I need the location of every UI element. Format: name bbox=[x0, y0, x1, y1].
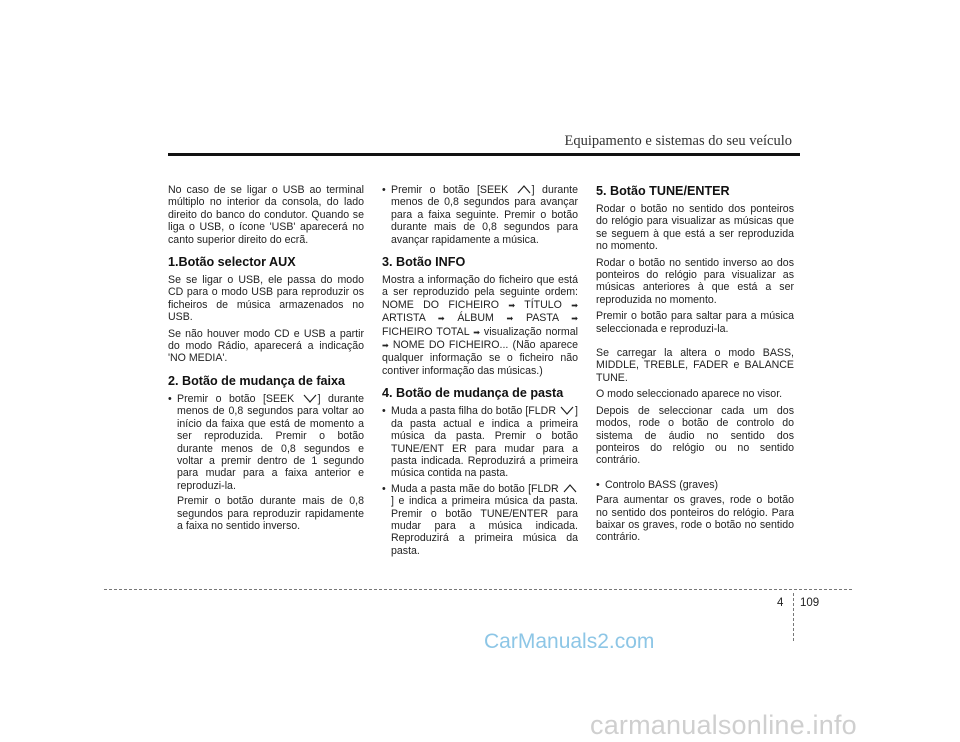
bullet-icon: • bbox=[596, 478, 600, 491]
page-divider bbox=[793, 593, 794, 641]
arrow-right-icon: ➡ bbox=[506, 314, 514, 324]
list-item-text: Muda a pasta mãe do botão [FLDR ] e indica a primeira música da pasta. Premir o botão TUNE/ENTER para mudar para a música indicada. Reproduzirá a primeira música da pasta. bbox=[391, 482, 578, 557]
list-item bbox=[382, 483, 578, 557]
list-item bbox=[596, 479, 794, 491]
tune-paragraph-1: Rodar o botão no sentido dos ponteiros do relógio para visualizar as músicas que se seguem à que está a ser reproduzida no momento. bbox=[596, 203, 794, 253]
list-item bbox=[168, 393, 364, 492]
chapter-number: 4 bbox=[777, 597, 784, 609]
watermark-site: carmanualsonline.info bbox=[590, 710, 857, 740]
list-item-text: Premir o botão [SEEK ] durante menos de 0,8 segundos para voltar ao início da faixa que está de momento a ser reproduzida. Premir o botão durante menos de 0,8 segundos e voltar a premir dentro de 1 segundo para mudar para a faixa anterior e reproduzi-la. bbox=[177, 392, 364, 492]
tune-paragraph-6: Depois de seleccionar cada um dos modos, rode o botão de controlo do sistema de áudio no sentido dos ponteiros do relógio ou no sentido contrário. bbox=[596, 404, 794, 467]
intro-paragraph: No caso de se ligar o USB ao terminal múltiplo no interior da consola, do lado direito do banco do condutor. Quando se liga o USB, o ícone 'USB' aparecerá no canto superior direito do ecrã. bbox=[168, 184, 364, 246]
chevron-up-icon bbox=[517, 185, 531, 194]
list-item-text: Muda a pasta filha do botão [FLDR ] da pasta actual e indica a primeira música da pasta. Premir o botão TUNE/ENT ER para mudar para a pasta indicada. Reproduzirá a primeira música contida na pasta. bbox=[391, 405, 578, 480]
column-2 bbox=[382, 184, 578, 560]
list-item-continuation: Premir o botão durante mais de 0,8 segundos para reproduzir rapidamente a faixa no sentido inverso. bbox=[177, 495, 364, 532]
heading-folder-change: 4. Botão de mudança de pasta bbox=[382, 386, 564, 401]
heading-tune-enter: 5. Botão TUNE/ENTER bbox=[596, 184, 730, 198]
footer-rule bbox=[104, 589, 852, 590]
aux-paragraph-1: Se se ligar o USB, ele passa do modo CD para o modo USB para reproduzir os ficheiros de música armazenados no USB. bbox=[168, 274, 364, 324]
tune-paragraph-3: Premir o botão para saltar para a música seleccionada e reproduzi-la. bbox=[596, 310, 794, 335]
aux-paragraph-2: Se não houver modo CD e USB a partir do modo Rádio, aparecerá a indicação 'NO MEDIA'. bbox=[168, 327, 364, 365]
chevron-down-icon bbox=[560, 406, 574, 415]
list-item bbox=[382, 405, 578, 479]
bullet-icon: • bbox=[382, 405, 386, 418]
heading-track-change: 2. Botão de mudança de faixa bbox=[168, 373, 346, 388]
tune-paragraph-4: Se carregar la altera o modo BASS, MIDDLE, TREBLE, FADER e BALANCE TUNE. bbox=[596, 347, 794, 384]
heading-info-button: 3. Botão INFO bbox=[382, 255, 466, 270]
chevron-down-icon bbox=[303, 394, 317, 403]
bullet-icon: • bbox=[382, 184, 386, 196]
arrow-right-icon: ➡ bbox=[382, 341, 389, 351]
bullet-icon: • bbox=[168, 392, 172, 405]
column-3 bbox=[596, 184, 794, 548]
column-1 bbox=[168, 184, 364, 536]
tune-paragraph-2: Rodar o botão no sentido inverso ao dos ponteiros do relógio para visualizar as músicas anteriores à que está a ser reproduzida no momento. bbox=[596, 256, 794, 306]
bullet-icon: • bbox=[382, 482, 386, 495]
heading-aux-selector: 1.Botão selector AUX bbox=[168, 255, 296, 270]
info-paragraph: Mostra a informação do ficheiro que está a ser reproduzido pela seguinte ordem: NOME DO FICHEIRO ➡ TÍTULO ➡ ARTISTA ➡ ÁLBUM ➡ PASTA ➡ FICHEIRO TOTAL ➡ visualização normal ➡ NOME DO FICHEIRO... (Não aparece qualquer informação se o ficheiro não contiver informação das músicas.) bbox=[382, 274, 578, 377]
arrow-right-icon: ➡ bbox=[571, 314, 578, 324]
arrow-right-icon: ➡ bbox=[437, 314, 445, 324]
tune-paragraph-5: O modo seleccionado aparece no visor. bbox=[596, 388, 783, 401]
arrow-right-icon: ➡ bbox=[508, 300, 516, 310]
page-number: 109 bbox=[800, 597, 820, 609]
list-item-text: Premir o botão [SEEK ] durante menos de 0,8 segundos para avançar para a faixa seguinte. Premir o botão durante mais de 0,8 segundos para avançar rapidamente a música. bbox=[391, 184, 578, 246]
watermark-carmanuals: CarManuals2.com bbox=[484, 630, 655, 653]
chevron-up-icon bbox=[563, 484, 577, 493]
arrow-right-icon: ➡ bbox=[571, 300, 578, 310]
list-item-text: Controlo BASS (graves) bbox=[605, 478, 719, 491]
arrow-right-icon: ➡ bbox=[473, 327, 480, 337]
header-rule bbox=[168, 153, 800, 156]
list-item bbox=[382, 184, 578, 246]
bass-paragraph: Para aumentar os graves, rode o botão no sentido dos ponteiros do relógio. Para baixar os graves, rode o botão no sentido contrário. bbox=[596, 494, 794, 544]
section-title: Equipamento e sistemas do seu veículo bbox=[564, 133, 792, 149]
